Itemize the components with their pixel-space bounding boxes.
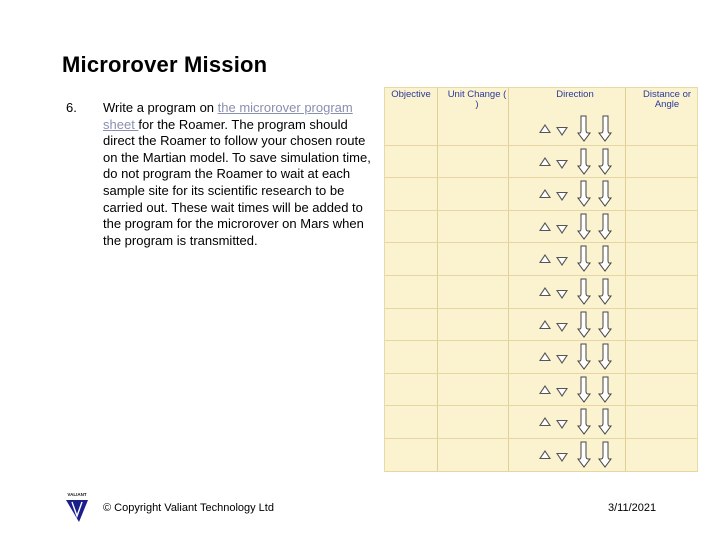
arrow-right-turn-icon[interactable]	[597, 407, 613, 435]
arrow-right-turn-icon[interactable]	[597, 440, 613, 468]
program-sheet-link[interactable]: the microrover program sheet	[103, 100, 353, 132]
direction-row	[535, 438, 615, 470]
row-divider	[385, 145, 697, 146]
row-divider	[385, 242, 697, 243]
triangle-up-icon[interactable]	[539, 287, 551, 296]
slide-title: Microrover Mission	[62, 52, 268, 77]
triangle-down-icon[interactable]	[556, 453, 568, 462]
valiant-logo	[60, 490, 94, 524]
instruction-text-start: Write a program on	[103, 100, 218, 115]
arrow-right-turn-icon[interactable]	[597, 244, 613, 272]
triangle-up-icon[interactable]	[539, 189, 551, 198]
program-sheet	[384, 87, 698, 472]
row-divider	[385, 405, 697, 406]
triangle-up-icon[interactable]	[539, 417, 551, 426]
triangle-up-icon[interactable]	[539, 450, 551, 459]
row-divider	[385, 340, 697, 341]
row-divider	[385, 210, 697, 211]
triangle-down-icon[interactable]	[556, 323, 568, 332]
instruction-text	[103, 100, 378, 249]
direction-row	[535, 340, 615, 372]
arrow-right-turn-icon[interactable]	[597, 179, 613, 207]
row-divider	[385, 275, 697, 276]
arrow-left-turn-icon[interactable]	[576, 179, 592, 207]
triangle-down-icon[interactable]	[556, 257, 568, 266]
triangle-up-icon[interactable]	[539, 157, 551, 166]
direction-row	[535, 242, 615, 274]
triangle-up-icon[interactable]	[539, 254, 551, 263]
arrow-right-turn-icon[interactable]	[597, 147, 613, 175]
triangle-up-icon[interactable]	[539, 320, 551, 329]
row-divider	[385, 438, 697, 439]
arrow-right-turn-icon[interactable]	[597, 310, 613, 338]
triangle-up-icon[interactable]	[539, 222, 551, 231]
triangle-down-icon[interactable]	[556, 290, 568, 299]
copyright-text: © Copyright Valiant Technology Ltd	[103, 502, 274, 514]
row-divider	[385, 308, 697, 309]
arrow-left-turn-icon[interactable]	[576, 440, 592, 468]
arrow-left-turn-icon[interactable]	[576, 310, 592, 338]
arrow-right-turn-icon[interactable]	[597, 212, 613, 240]
triangle-up-icon[interactable]	[539, 385, 551, 394]
direction-row	[535, 145, 615, 177]
direction-row	[535, 112, 615, 144]
arrow-left-turn-icon[interactable]	[576, 147, 592, 175]
triangle-down-icon[interactable]	[556, 388, 568, 397]
triangle-down-icon[interactable]	[556, 127, 568, 136]
header-distance: Distance or Angle	[642, 89, 692, 110]
header-direction: Direction	[556, 89, 594, 100]
direction-row	[535, 308, 615, 340]
arrow-left-turn-icon[interactable]	[576, 114, 592, 142]
triangle-down-icon[interactable]	[556, 160, 568, 169]
arrow-left-turn-icon[interactable]	[576, 277, 592, 305]
triangle-down-icon[interactable]	[556, 355, 568, 364]
arrow-left-turn-icon[interactable]	[576, 212, 592, 240]
triangle-down-icon[interactable]	[556, 420, 568, 429]
arrow-right-turn-icon[interactable]	[597, 375, 613, 403]
direction-row	[535, 177, 615, 209]
triangle-up-icon[interactable]	[539, 124, 551, 133]
arrow-left-turn-icon[interactable]	[576, 244, 592, 272]
row-divider	[385, 471, 697, 472]
arrow-right-turn-icon[interactable]	[597, 342, 613, 370]
direction-row	[535, 405, 615, 437]
arrow-right-turn-icon[interactable]	[597, 277, 613, 305]
direction-row	[535, 210, 615, 242]
svg-text:VALIANT: VALIANT	[67, 492, 87, 497]
row-divider	[385, 373, 697, 374]
arrow-left-turn-icon[interactable]	[576, 375, 592, 403]
header-unit-change: Unit Change ( )	[447, 89, 507, 110]
arrow-left-turn-icon[interactable]	[576, 342, 592, 370]
header-objective: Objective	[391, 89, 431, 100]
arrow-right-turn-icon[interactable]	[597, 114, 613, 142]
triangle-down-icon[interactable]	[556, 225, 568, 234]
slide-date: 3/11/2021	[608, 502, 657, 514]
triangle-down-icon[interactable]	[556, 192, 568, 201]
instruction-text-end: for the Roamer. The program should direct the Roamer to follow your chosen route on the Martian model. To save simulation time, do not program the Roamer to wait at each sample site for its scientific research to be carried out. These wait times will be added to the program for the microrover on Mars when the program is transmitted.	[103, 116, 371, 248]
arrow-left-turn-icon[interactable]	[576, 407, 592, 435]
direction-row	[535, 275, 615, 307]
direction-row	[535, 373, 615, 405]
row-divider	[385, 177, 697, 178]
list-item-number: 6.	[66, 100, 77, 115]
triangle-up-icon[interactable]	[539, 352, 551, 361]
